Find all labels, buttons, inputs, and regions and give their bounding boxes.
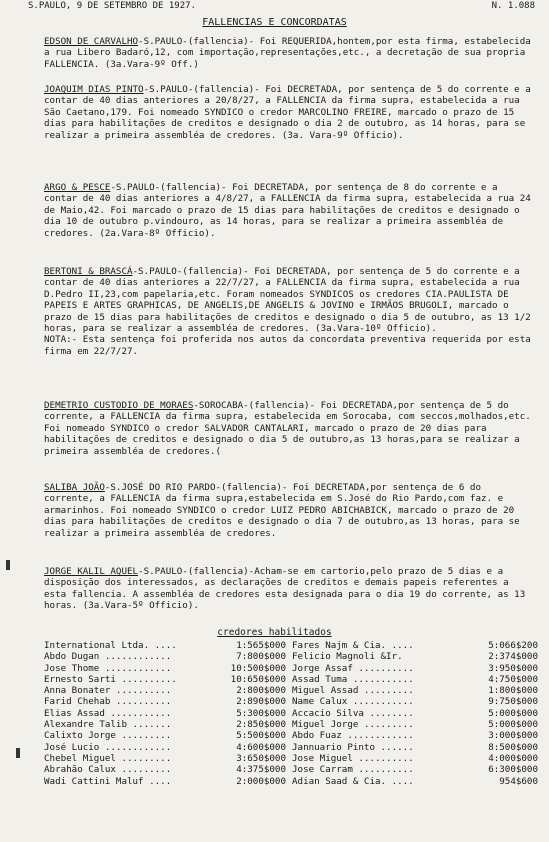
creditor-amount: 5:000$000 bbox=[488, 719, 538, 731]
entry-name: DEMETRIO CUSTODIO DE MORAES bbox=[44, 400, 194, 411]
creditor-amount: 2:800$000 bbox=[236, 685, 286, 697]
creditor-amount: 4:600$000 bbox=[236, 741, 286, 753]
table-row bbox=[44, 708, 538, 719]
creditor-name: Fares Najm & Cia. .... bbox=[292, 640, 414, 651]
creditor-name: Jose Thome ............ bbox=[44, 662, 172, 674]
entry-jorge-kalil-aquel bbox=[44, 566, 534, 612]
creditor-name: Assad Tuma ........... bbox=[292, 673, 414, 685]
header-date: S.PAULO, 9 DE SETEMBRO DE 1927. bbox=[28, 1, 196, 11]
creditors-table bbox=[44, 640, 538, 787]
creditor-name: Miguel Assad ......... bbox=[292, 685, 414, 697]
creditor-name: José Lucio ............ bbox=[44, 741, 172, 753]
table-row bbox=[44, 696, 538, 707]
table-row bbox=[44, 674, 538, 685]
creditor-amount: 4:750$000 bbox=[488, 673, 538, 685]
creditor-name: Calixto Jorge ......... bbox=[44, 730, 172, 742]
header-number: N. 1.088 bbox=[491, 1, 535, 11]
creditor-name: Jannuario Pinto ...... bbox=[292, 741, 414, 753]
entry-name: EDSON DE CARVALHO bbox=[44, 36, 139, 47]
creditor-name: Abrahão Calux ......... bbox=[44, 764, 172, 776]
entry-name: BERTONI & BRASCÁ bbox=[44, 266, 133, 277]
entry-saliba-joao bbox=[44, 482, 534, 539]
creditor-amount: 2:890$000 bbox=[236, 696, 286, 708]
entry-text: -S.PAULO-(fallencia)- Foi DECRETADA, por sentença de 8 do corrente e a contar de 40 dias anteriores a 4/8/27, a FALLENCIA da firma supra, estabelecida a rua 24 de Maio,42. Foi marcado o prazo de 15 dias para habilitações de creditos e designado o dia 10 de outubro p.vindouro, as 14 horas, para se realizar a primeira assembléa de credores. (2a.Vara-8º Officio). bbox=[44, 182, 537, 239]
creditor-name: Adian Saad & Cia. .... bbox=[292, 775, 414, 787]
creditor-name: Abdo Fuaz ............ bbox=[292, 730, 414, 742]
creditor-amount: 2:000$000 bbox=[236, 775, 286, 787]
creditor-name: Elias Assad ........... bbox=[44, 707, 172, 719]
creditor-name: Felicio Magnoli &Ir. bbox=[292, 651, 403, 663]
creditor-amount: 6:300$000 bbox=[488, 764, 538, 776]
creditors-title: credores habilitados bbox=[217, 627, 332, 638]
creditor-name: Farid Chehab .......... bbox=[44, 696, 172, 708]
entry-name: ARGO & PESCE bbox=[44, 182, 111, 193]
margin-mark bbox=[16, 748, 20, 758]
creditor-amount: 4:375$000 bbox=[236, 764, 286, 776]
creditor-amount: 2:374$000 bbox=[488, 651, 538, 663]
creditor-name: Jose Miguel .......... bbox=[292, 752, 414, 764]
creditor-name: Alexandre Talib ....... bbox=[44, 719, 172, 731]
entry-bertoni-brasca bbox=[44, 266, 534, 357]
creditor-amount: 10:650$000 bbox=[230, 673, 286, 685]
creditor-amount: 5:500$000 bbox=[236, 730, 286, 742]
creditor-name: Jorge Assaf .......... bbox=[292, 662, 414, 674]
creditor-name: Anna Bonater .......... bbox=[44, 685, 172, 697]
table-row bbox=[44, 685, 538, 696]
creditor-amount: 7:800$000 bbox=[236, 651, 286, 663]
table-row bbox=[44, 764, 538, 775]
creditor-name: Name Calux ........... bbox=[292, 696, 414, 708]
creditor-amount: 3:650$000 bbox=[236, 752, 286, 764]
creditor-name: Jose Carram .......... bbox=[292, 764, 414, 776]
creditor-amount: 1:800$000 bbox=[488, 685, 538, 697]
creditor-amount: 2:850$000 bbox=[236, 719, 286, 731]
creditor-name: Wadi Cattini Maluf .... bbox=[44, 775, 172, 787]
creditor-name: Chebel Miguel ......... bbox=[44, 752, 172, 764]
table-row bbox=[44, 640, 538, 651]
creditor-amount: 8:500$000 bbox=[488, 741, 538, 753]
page-header bbox=[0, 0, 549, 12]
entry-text: -S.PAULO-(fallencia)-Acham-se em cartorio,pelo prazo de 5 dias e a disposição dos interessados, as declarações de creditos e demais papeis referentes a esta fallencia. A assembléa de credores esta designada para o dia 19 do corrente, as 13 horas. (3a.Vara-5º Officio). bbox=[44, 566, 531, 612]
table-row bbox=[44, 753, 538, 764]
table-row bbox=[44, 651, 538, 662]
creditor-name: International Ltda. .... bbox=[44, 640, 177, 651]
table-row bbox=[44, 776, 538, 787]
entry-text: -S.PAULO-(fallencia)- Foi DECRETADA, por sentença de 5 do corrente e a contar de 40 dias anteriores a 20/8/27, a FALLENCIA da firma supra, estabelecida a rua São Caetano,179. Foi nomeado SYNDICO o credor MARCOLINO FREIRE, marcado o prazo de 15 dias para habilitações de creditos e designado o dia 2 de outubro, as 14 horas, para se realizar a primeira assembléa de credores. (3a. Vara-9º Officio). bbox=[44, 84, 537, 141]
entry-edson-de-carvalho bbox=[44, 36, 537, 70]
creditor-amount: 954$600 bbox=[499, 775, 538, 787]
entry-text: -SOROCABA-(fallencia)- Foi DECRETADA,por sentença de 5 do corrente, a FALLENCIA da firma supra, estabelecida em Sorocaba, com seccos,molhados,etc. Foi nomeado SYNDICO o credor SALVADOR CANTALARI, marcado o prazo de 20 dias para habilitações de creditos e designado o dia 5 de outubro,as 13 horas,para se realizar a primeira assembléa de credores.( bbox=[44, 400, 537, 457]
creditor-amount: 5:300$000 bbox=[236, 707, 286, 719]
entry-name: JOAQUIM DIAS PINTO bbox=[44, 84, 144, 95]
creditor-amount: 3:000$000 bbox=[488, 730, 538, 742]
creditor-amount: 4:000$000 bbox=[488, 752, 538, 764]
creditor-amount: 10:500$000 bbox=[230, 662, 286, 674]
entry-name: SALIBA JOÃO bbox=[44, 482, 105, 493]
entry-text: -S.PAULO-(fallencia)- Foi REQUERIDA,hontem,por esta firma, estabelecida a rua Libero Badaró,12, com importação,representações,etc., a decretação de sua propria FALLENCIA. (3a.Vara-9º Off.) bbox=[44, 36, 537, 70]
entry-name: JORGE KALIL AQUEL bbox=[44, 566, 139, 577]
creditor-amount: 5:000$000 bbox=[488, 707, 538, 719]
entry-argo-pesce bbox=[44, 182, 537, 239]
entry-demetrio-custodio bbox=[44, 400, 537, 457]
creditor-name: Abdo Dugan ............ bbox=[44, 651, 172, 663]
creditor-name: Ernesto Sarti .......... bbox=[44, 673, 177, 685]
entry-joaquim-dias-pinto bbox=[44, 84, 537, 141]
table-row bbox=[44, 742, 538, 753]
table-row bbox=[44, 719, 538, 730]
creditor-amount: 5:066$200 bbox=[488, 640, 538, 651]
creditor-name: Miguel Jorge ......... bbox=[292, 719, 414, 731]
margin-mark bbox=[6, 560, 10, 570]
creditor-amount: 9:750$000 bbox=[488, 696, 538, 708]
creditor-amount: 1:565$000 bbox=[236, 640, 286, 651]
page-title: FALLENCIAS E CONCORDATAS bbox=[202, 17, 347, 28]
creditor-name: Accacio Silva ........ bbox=[292, 707, 414, 719]
entry-text: -S.PAULO-(fallencia)- Foi DECRETADA, por sentença de 5 do corrente e a contar de 40 dias anteriores a 22/7/27, a FALLENCIA da firma supra, estabelecida a rua D.Pedro II,23,com papelaria,etc. Foram nomeados SYNDICOS os credores CIA.PAULISTA DE PAPEIS E ARTES GRAPHICAS, DE ANGELIS,DE ANGELIS & JOVINO e IRMÃOS BRUGOLI, marcado o prazo de 15 dias para habilitações de creditos e designado o dia 5 de outubro, as 13 1/2 horas, para se realizar a assembléa de credores. (3a.Vara-10º Officio). NOTA:- Esta sentença foi proferida nos autos da concordata preventiva requerida por esta firma em 22/7/27. bbox=[44, 266, 531, 357]
creditor-amount: 3:950$000 bbox=[488, 662, 538, 674]
table-row bbox=[44, 730, 538, 741]
entry-text: -S.JOSÉ DO RIO PARDO-(fallencia)- Foi DECRETADA,por sentença de 6 do corrente, a FALLENCIA da firma supra,estabelecida em S.José do Rio Pardo,com faz. e armarinhos. Foi nomeado SYNDICO o credor LUIZ PEDRO ABICHABICK, marcado o prazo de 20 dias para habilitações de creditos e designado o dia 7 de outubro,as 13 horas, para se realizar a primeira assembléa de credores. bbox=[44, 482, 526, 539]
table-row bbox=[44, 663, 538, 674]
